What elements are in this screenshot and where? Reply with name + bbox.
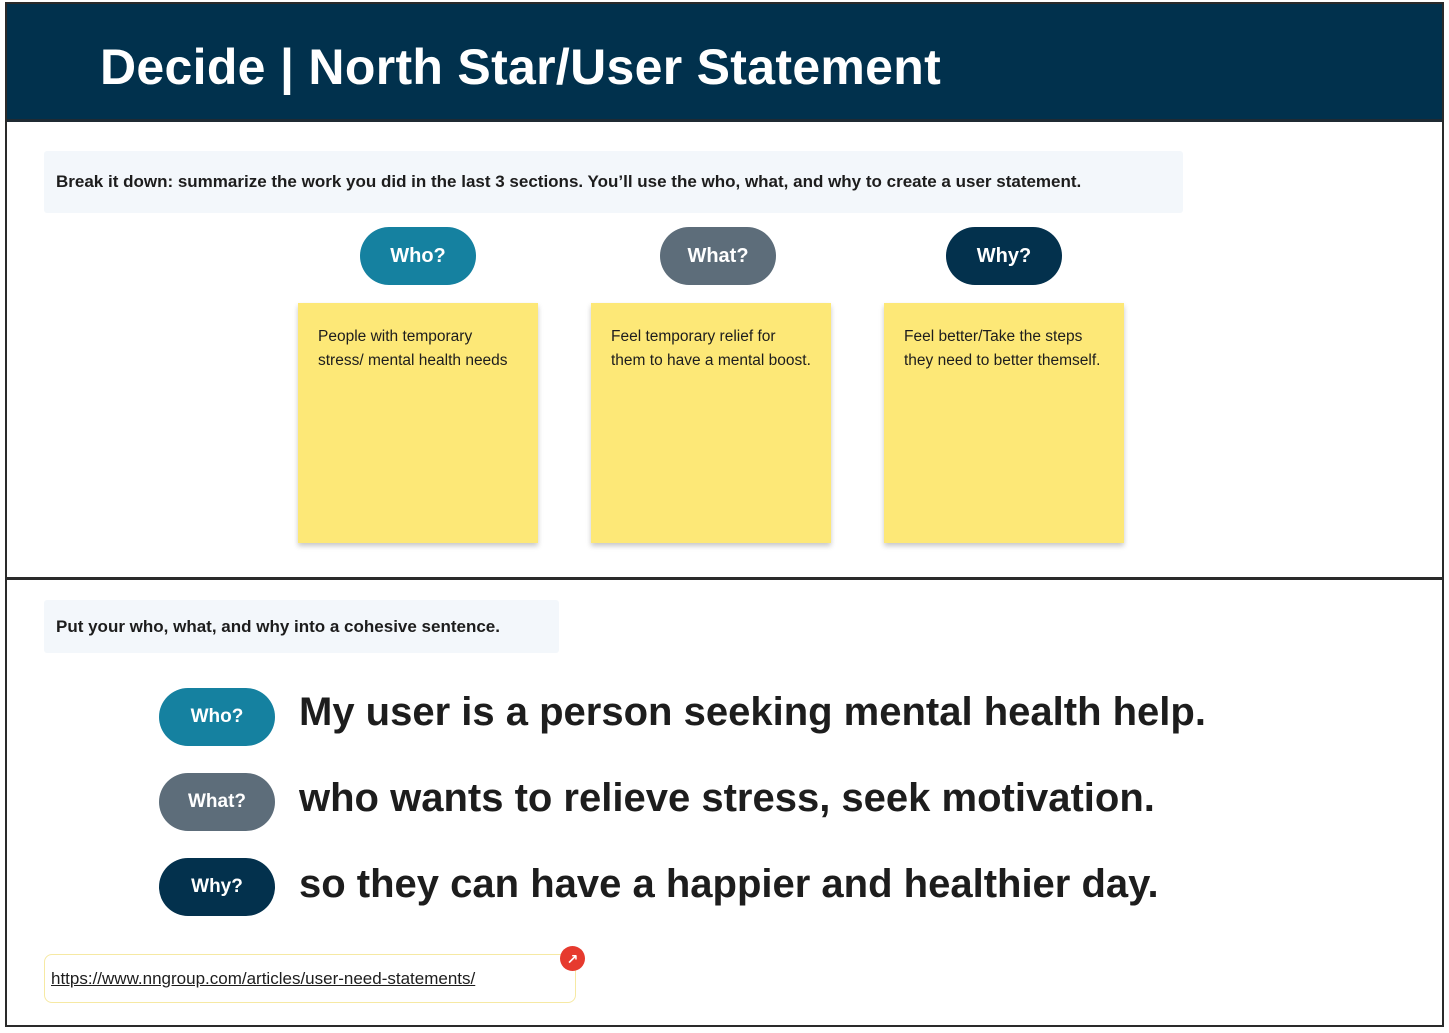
why-pill[interactable]: Why? [946, 227, 1062, 285]
section-divider [7, 577, 1442, 580]
board-frame [5, 2, 1444, 1027]
header-banner [7, 4, 1442, 122]
instruction-sentence: Put your who, what, and why into a cohesive sentence. [44, 600, 559, 653]
who-pill[interactable]: Who? [360, 227, 476, 285]
sticky-note-who[interactable]: People with temporary stress/ mental health needs [298, 303, 538, 543]
link-card[interactable] [44, 954, 576, 1003]
what-pill-row[interactable]: What? [159, 773, 275, 831]
why-pill-row[interactable]: Why? [159, 858, 275, 916]
sticky-note-why[interactable]: Feel better/Take the steps they need to better themself. [884, 303, 1124, 543]
why-sentence: so they can have a happier and healthier day. [299, 862, 1159, 906]
who-sentence: My user is a person seeking mental health help. [299, 690, 1206, 734]
sticky-note-what[interactable]: Feel temporary relief for them to have a mental boost. [591, 303, 831, 543]
what-pill[interactable]: What? [660, 227, 776, 285]
who-pill-row[interactable]: Who? [159, 688, 275, 746]
reference-link[interactable]: https://www.nngroup.com/articles/user-need-statements/ [51, 968, 476, 988]
instruction-summary: Break it down: summarize the work you did in the last 3 sections. You’ll use the who, what, and why to create a user statement. [44, 151, 1183, 213]
what-sentence: who wants to relieve stress, seek motivation. [299, 776, 1155, 820]
external-link-icon[interactable]: ↗ [560, 946, 585, 971]
page-title: Decide | North Star/User Statement [100, 39, 942, 95]
